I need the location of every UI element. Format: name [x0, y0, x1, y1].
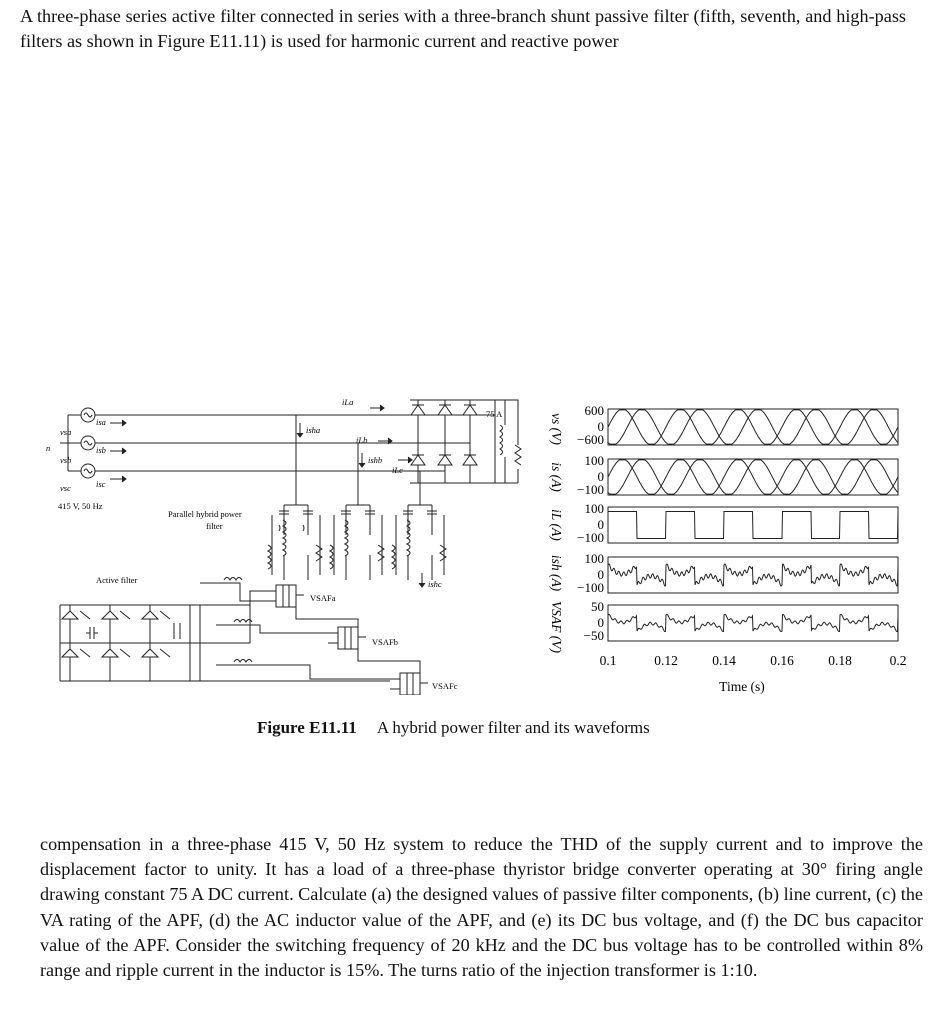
dc-load-resistor-icon — [515, 435, 521, 483]
passive-filter-phase-a — [268, 415, 322, 575]
active-filter-label: Active filter — [96, 575, 138, 585]
intro-paragraph: A three-phase series active filter connected in series with a three-branch shunt passive filter (fifth, seventh, and high-pass filters as shown in Figure E11.11) is used for harmonic current and reactive power — [20, 6, 906, 52]
figure-svg — [0, 395, 928, 695]
y-tick-label: 0 — [597, 567, 604, 582]
passive-filter-label-1: Parallel hybrid power — [168, 509, 242, 519]
isha-label: isha — [306, 425, 321, 435]
x-axis-label: Time (s) — [719, 679, 765, 694]
x-tick-label: 0.18 — [828, 653, 852, 668]
vsc-label: vsc — [60, 483, 71, 493]
node-label: n — [46, 443, 51, 453]
vsa-label: vsa — [60, 427, 72, 437]
vsafa-label: VSAFa — [310, 593, 336, 603]
ishc-label: ishc — [428, 579, 442, 589]
dc-inductor-icon — [500, 425, 503, 455]
injection-transformer-b-icon — [328, 627, 366, 649]
y-tick-label: 50 — [591, 599, 604, 614]
ila-label: iLa — [342, 397, 354, 407]
waveform-plots — [549, 403, 906, 668]
passive-filter-phase-c — [392, 471, 446, 575]
ilb-label: iLb — [356, 435, 368, 445]
y-tick-label: 100 — [584, 453, 604, 468]
vsb-label: vsb — [60, 455, 72, 465]
y-tick-label: 0 — [597, 517, 604, 532]
caption-text: A hybrid power filter and its waveforms — [376, 718, 650, 737]
y-tick-label: −100 — [577, 530, 604, 545]
ilc-label: iLc — [392, 465, 403, 475]
y-axis-label: is (A) — [549, 462, 564, 492]
y-tick-label: −600 — [577, 432, 604, 447]
load-current-label: 75 A — [486, 409, 503, 419]
waveform-trace — [608, 564, 898, 586]
waveform-trace — [608, 614, 898, 631]
y-tick-label: 0 — [597, 615, 604, 630]
figure-caption — [257, 718, 650, 738]
passive-filter-label-2: filter — [206, 521, 223, 531]
y-tick-label: −100 — [577, 482, 604, 497]
vsafc-label: VSAFc — [432, 681, 458, 691]
x-tick-label: 0.1 — [599, 653, 617, 668]
isa-label: isa — [96, 417, 106, 427]
waveform-trace — [608, 410, 898, 444]
x-tick-label: 0.14 — [712, 653, 736, 668]
x-tick-label: 0.2 — [889, 653, 907, 668]
isc-label: isc — [96, 479, 106, 489]
waveform-trace — [608, 512, 898, 539]
source-rating-label: 415 V, 50 Hz — [58, 501, 103, 511]
y-axis-label: iL (A) — [549, 509, 564, 541]
x-tick-label: 0.12 — [654, 653, 678, 668]
y-tick-label: 0 — [597, 469, 604, 484]
y-tick-label: −100 — [577, 580, 604, 595]
hybrid-filter-figure — [0, 395, 928, 695]
caption-number: Figure E11.11 — [257, 718, 357, 737]
injection-transformer-c-icon — [390, 673, 428, 695]
ishb-label: ishb — [368, 455, 383, 465]
y-tick-label: 600 — [584, 403, 604, 418]
y-tick-label: 0 — [597, 419, 604, 434]
y-tick-label: 100 — [584, 501, 604, 516]
vsafb-label: VSAFb — [372, 637, 398, 647]
x-tick-label: 0.16 — [770, 653, 794, 668]
y-tick-label: −50 — [583, 628, 604, 643]
continuation-paragraph: compensation in a three-phase 415 V, 50 Hz system to reduce the THD of the supply current and to improve the displacement factor to unity. It has a load of a three-phase thyristor bridge converter operating at 30° firing angle drawing constant 75 A DC current. Calculate (a) the designed values of passive filter components, (b) line current, (c) the VA rating of the APF, (d) the AC inductor value of the APF, and (e) its DC bus voltage, and (f) the DC bus capacitor value of the APF. Consider the switching frequency of 20 kHz and the DC bus voltage has to be controlled within 8% range and ripple current in the inductor is 15%. The turns ratio of the injection transformer is 1:10. — [40, 834, 923, 981]
y-axis-label: vs (V) — [549, 413, 564, 445]
y-axis-label: ish (A) — [549, 554, 564, 592]
y-tick-label: 100 — [584, 551, 604, 566]
injection-transformer-a-icon — [266, 585, 304, 607]
waveform-trace — [608, 460, 898, 494]
isb-label: isb — [96, 445, 106, 455]
y-axis-label: VSAF (V) — [549, 600, 564, 654]
